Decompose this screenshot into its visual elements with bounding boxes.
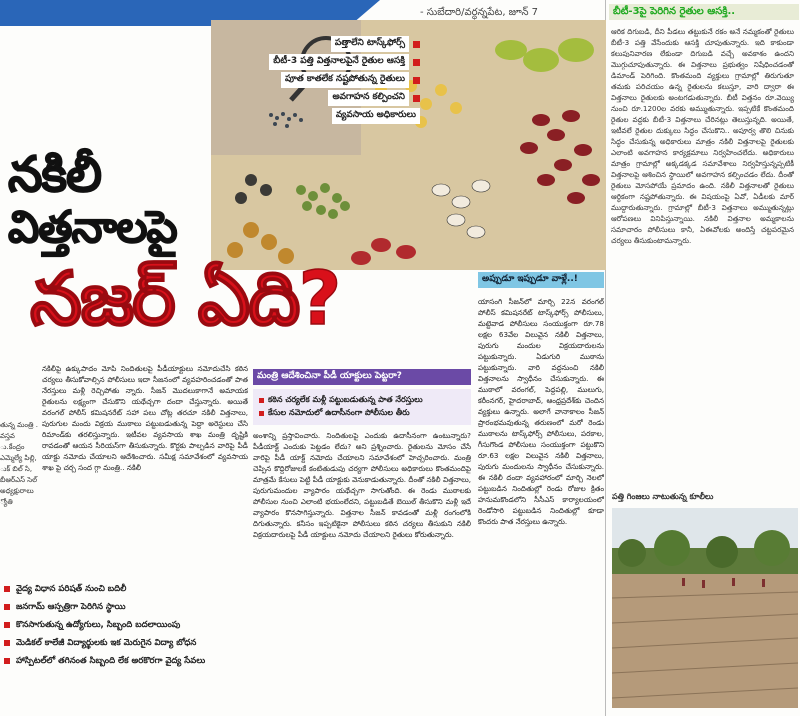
article-column-2: అంశాన్ని ప్రస్తావించారు. నిందితులపై ఎందుకు ఉదాసీనంగా ఉంటున్నారు? పీడీయాక్ట్ ఎందుకు పెట్టడం లేదు? అని ప్రశ్నించారు. రైతులను మోసం చేసే వారిపై పీడీ యాక్ట్ నమోదు చేయాలని సమావేశంలో హెచ్చరించారు. మంత్రి చెప్పిన కొద్దిరోజులకే కంటితుడుపు చర్యగా పోలీసులు అధికారులు కొంతమందిపై మాత్రమే కేసులు పెట్టి పీడీ యాక్టుకు వెనుకాడుతున్నారు. దీంతో నకిలీ విత్తనాలు, పురుగుమందుల వ్యాపారం యథేచ్చగా సాగుతోంది. ఈ రెండు ముఠాలకు పోలీసుల నుంచి ఎలాంటి భయంలేదని, పట్టుబడితే బెయిల్ తీసుకొని మళ్లీ ఇదే వ్యాపారం కొనసాగిస్తున్నారు. విత్తనాల సీజన్ కావడంతో మళ్లీ రంగంలోకి దిగుతున్నారు. కనీసం ఇప్పటికైనా పోలీసులు కఠిన చర్యలు తీసుకుని నకిలీ విక్రయదారులపై పీడీ యాక్టులు నమోదు చేయాలని రైతులు కోరుతున్నారు.	[253, 431, 471, 539]
point-item: కేసుల నమోదులో ఉదాసీనంగా పోలీసుల తీరు	[259, 408, 465, 419]
bullet-item: పూత కాతలేక నష్టపోతున్న రైతులు	[210, 72, 420, 88]
list-item: హాస్పిటల్‌లో తగినంత సిబ్బంది లేక అరకొరగా వైద్య సేవలు	[4, 655, 259, 667]
field-photo	[612, 508, 798, 708]
bullet-square-icon	[413, 77, 420, 84]
bullet-square-icon	[413, 41, 420, 48]
list-item: మెడికల్ కాలేజీ విద్యార్థులకు ఇక మెరుగైన విద్యా బోధన	[4, 637, 259, 649]
bullet-square-icon	[4, 622, 10, 628]
bullet-item: అవగాహన కల్పించని	[210, 90, 420, 106]
field-illustration	[612, 508, 798, 708]
headline-line-1: నకిలీ	[8, 146, 101, 203]
byline: - సుబేదారి/వర్ధన్నపేట, జూన్ 7	[420, 7, 539, 18]
headline-bullets	[210, 36, 420, 126]
photo-caption: పత్తి గింజలు నాటుతున్న కూలీలు	[612, 492, 714, 501]
headline-line-2: విత్తనాలపై	[8, 202, 177, 253]
sidebar-article-text: ఆరిక దిగుబడి, దీని పీడలు తట్టుకునే రకం అనే నమ్మకంతో రైతులు బీటీ-3 పత్తి వేసేందుకు ఆసక్తి చూపుతున్నారు. ఇది కాకుండా కలుపునివారణ లేకుండా దిగుబడి వచ్చే అవకాశం ఉందని మొగ్గుచూపుతున్నారు. ఈ విత్తనాలు ప్రభుత్వం నిషేధించడంతో డిమాండ్ పెరిగింది. కొంతమంది వ్యక్తులు గ్రామాల్లో తిరుగుతూ తమకు పరిచయం ఉన్న రైతులను కలుస్తూ, వారి ద్వారా ఈ విత్తనాలు రైతులకు అంటగడుతున్నారు. బీటీ విత్తనం రూ.వెయ్యి నుంచి రూ.1200ల వరకు అమ్ముతున్నారు. ఇప్పటికే కొంతమంది రైతుల వద్దకు బీటీ-3 విత్తనాలు చేరినట్లు తెలుస్తున్నది. అయితే, ఇటీవలే రైతుల దుక్కులు సిద్ధం చేసుకొని.. అపూర్వ తొలి చినుకు సిద్ధం చేసుకున్న అధికారులు మాత్రం నకిలీ విత్తనాలపై రైతులకు ఎలాంటి అవగాహన కార్యక్రమాలు నిర్వహించలేదు. అధికారులు మాత్రం గ్రామాల్లో అక్కడక్కడ సమావేశాలు నిర్వహిస్తున్నప్పటికీ విత్తనాలపై ఆశించిన స్థాయిలో అవగాహన కల్పించడం లేదు. దీంతో రైతులు మోసపోయే ప్రమాదం ఉంది. నకిలీ విత్తనాలతో రైతులు ఆర్థికంగా నష్టపోతున్నారు. ఈ విషయంపై ఏవో, ఏడీలకు మార్ ముద్దారుతున్నారు. గ్రామాల్లో బీటీ-3 విత్తనాలు అమ్ముతున్నట్లు ఆరోపణలు వినిపిస్తున్నాయి. నకిలీ విత్తనాల అమ్మకాలను సమాచారం పోలీసులు కానీ, ఏఈవోలకు అందిస్తే చట్టపరమైన చర్యలు తీసుకుంటామన్నారు.	[611, 27, 794, 245]
list-item: వైద్య విధాన పరిషత్ నుంచి బదిలీ	[4, 583, 259, 595]
bullet-square-icon	[4, 658, 10, 664]
point-item: కఠిన చర్యలేక మళ్లీ పట్టుబడుతున్న పాత నేరస్తులు	[259, 395, 465, 406]
article-column-3: యాసంగి సీజన్‌లో మార్చి 22న వరంగల్ పోలీస్ కమిషనరేట్ టాస్క్‌ఫోర్స్ పోలీసులు, మట్టెవాడ పోలీసులు సంయుక్తంగా రూ.78 లక్షల 63వేల విలువైన నకిలీ విత్తనాలు, పురుగు మందుల విక్రయదారులను పట్టుకున్నారు. ఏడుగురి ముఠాను పట్టుకున్నారు. వారి వద్దనుంచి నకిలీ విత్తనాలను స్వాధీనం చేసుకున్నారు. ఈ ముఠాలో వరంగల్, పెద్దపల్లి, ములుగు, కరీంనగర్, హైదరాబాద్, ఆంధ్రప్రదేశ్‌కు చెందిన వ్యక్తులు ఉన్నారు. అలాగే వానాకాలం సీజన్ ప్రారంభమవుతున్న తరుణంలో మరో రెండు ముఠాలను టాస్క్‌ఫోర్స్ పోలీసులు, పరకాల, గీసుగొండ పోలీసులు సంయుక్తంగా పట్టుకొని రూ.63 లక్షల విలువైన నకిలీ విత్తనాలు, పురుగు మందులను స్వాధీనం చేసుకున్నారు. ఈ నకిలీ దందా వ్యవహారంలో మార్చి నెలలో పట్టుబడిన నిందితుల్లో రెండు రోజుల క్రితం హనుమకొండలోని సీసీఎస్ కార్యాలయంలో రెండోసారి పట్టుబడిన నిందితుల్లో కూడా కొందరు పాత నేరస్తులు ఉన్నారు.	[478, 297, 604, 526]
bullet-item: పత్తాలేని టాస్క్‌ఫోర్స్	[210, 36, 420, 52]
subheading-points	[253, 389, 471, 425]
article-column-1: నకిలీపై ఉక్కుపాదం మోపి నిందితులపై పీడీయాక్టులు నమోదుచేసి కఠిన చర్యలు తీసుకోవాల్సిన పోలీసులు ఇదా సీజనంలో వ్యవహరించడంతో పాత నేరస్తులు మళ్లీ రెచ్చిపోతు న్నారు. సీజన్ మొదలుకాగానే అమాయక రైతులను లక్ష్యంగా చేసుకొని యథేచ్చగా దందా చేస్తున్నారు. అయితే వరంగల్ పోలీస్ కమిషనరేట్ సహా పలు చోట్ల తరచూ నకిలీ విత్తనాలు, పురుగుల మందు విక్రయ ముఠాలు పట్టుబడుతున్న పెద్దా అరెస్టులు చేసి రిమాండ్‌కు తరలిస్తున్నారు. ఇటీవల వ్యవసాయ శాఖ మంత్రి దృష్టికి రావడంతో ఆయన సీరియస్‌గా తీసుకున్నారు. కొర్టకు పాల్పడిన వారిపై పీడీ యాక్టు నమోదు చేయాలని ఆదేశించారు. సమీక్ష సమావేశంలో వ్యవసాయ శాఖ పై చర్చ సంద గ్గా మంత్రి.. నకిలీ	[42, 364, 248, 472]
bullet-square-icon	[259, 411, 264, 416]
bullet-item: బీటీ-3 పత్తి విత్తనాలపైనే రైతుల ఆసక్తి	[210, 54, 420, 70]
headline-line-3: నజర్ ఏది?	[30, 256, 340, 342]
subheading-minister: మంత్రి ఆదేశించినా పీడీ యాక్టులు పెట్టరా?	[253, 369, 471, 385]
bullet-square-icon	[259, 398, 264, 403]
bullet-square-icon	[413, 59, 420, 66]
subheading-appudu: అప్పుడూ ఇప్పుడూ వాళ్లే..!	[478, 272, 604, 288]
adjacent-article-list	[4, 583, 259, 673]
bullet-square-icon	[4, 640, 10, 646]
bullet-square-icon	[4, 586, 10, 592]
list-item: జనగామ్ ఆస్పత్రిగా పెరిగిన స్థాయి	[4, 601, 259, 613]
list-item: కొనసాగుతున్న ఉద్యోగులు, సిబ్బంది బదలాయింపు	[4, 619, 259, 631]
bullet-square-icon	[4, 604, 10, 610]
bullet-item: వ్యవసాయ అధికారులు	[210, 108, 420, 124]
sidebar-heading: బీటీ-3పై పెరిగిన రైతుల ఆసక్తి..	[609, 4, 799, 20]
bullet-square-icon	[413, 95, 420, 102]
adjacent-article-fragment: తున్న మంత్రి . వస్తవ ు.కేంద్రం ఎమ్మెల్యే పిల్లి, ుక్ బిల్ సి, బీఆర్ఎస్ సెల్ అధ్యక్షురాలు ్యోతి	[0, 421, 38, 506]
